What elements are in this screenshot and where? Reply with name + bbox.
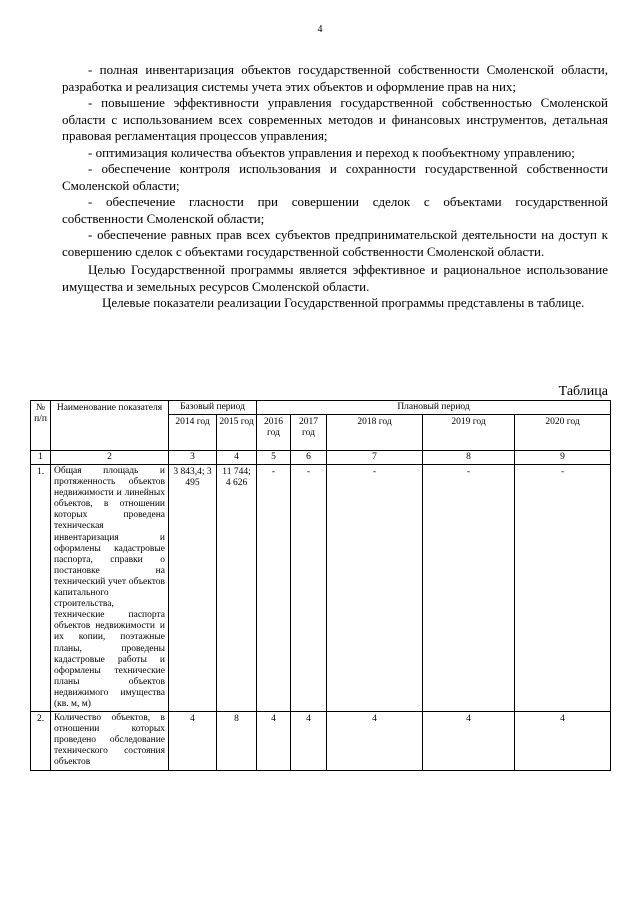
row-value: - [257, 465, 291, 712]
header-year: 2018 год [327, 415, 423, 451]
paragraph: Целевые показатели реализации Государственной программы представлены в таблице. [102, 295, 585, 310]
header-year: 2019 год [423, 415, 515, 451]
column-number: 2 [51, 451, 169, 465]
indicators-table [30, 400, 611, 771]
row-value: 11 744; 4 626 [217, 465, 257, 712]
row-name: Количество объектов, в отношении которых проведено обследование технического состояния объектов [51, 712, 169, 770]
row-value: 8 [217, 712, 257, 770]
paragraph: - обеспечение равных прав всех субъектов предпринимательской деятельности на доступ к совершению сделок с объектами государственной собственности Смоленской области. [62, 227, 608, 259]
paragraph: - обеспечение гласности при совершении сделок с объектами государственной собственности Смоленской области; [62, 194, 608, 226]
paragraph: - обеспечение контроля использования и сохранности государственной собственности Смоленской области; [62, 161, 608, 193]
paragraph: Целью Государственной программы является эффективное и рациональное использование имущества и земельных ресурсов Смоленской области. [62, 262, 608, 294]
paragraph: - оптимизация количества объектов управления и переход к пообъектному управлению; [88, 144, 575, 160]
column-numbers-row [31, 451, 611, 465]
table-row [31, 712, 611, 770]
paragraph: - повышение эффективности управления государственной собственностью Смоленской области с использованием всех современных методов и финансовых инструментов, детальная правовая регламентация процессов управления; [62, 95, 608, 143]
row-value: 3 843,4; 3 495 [169, 465, 217, 712]
column-number: 9 [515, 451, 611, 465]
header-base-period: Базовый период [169, 401, 257, 415]
header-name: Наименование показателя [51, 401, 169, 451]
row-value: 4 [327, 712, 423, 770]
header-year: 2015 год [217, 415, 257, 451]
header-row [31, 401, 611, 415]
row-value: - [327, 465, 423, 712]
page-number: 4 [317, 24, 323, 35]
column-number: 4 [217, 451, 257, 465]
header-year: 2016 год [257, 415, 291, 451]
row-num: 2. [31, 712, 51, 770]
column-number: 7 [327, 451, 423, 465]
body-text [62, 62, 608, 312]
row-name: Общая площадь и протяженность объектов недвижимости и линейных объектов, в отношении которых проведена техническая инвентаризация и оформлены кадастровые паспорта, справки о постановке на технический учет объектов капитального строительства, технические паспорта объектов недвижимости и их копии, поэтажные планы, проведены кадастровые работы и оформлены технические планы объектов недвижимого имущества (кв. м, м) [51, 465, 169, 712]
paragraph: - полная инвентаризация объектов государственной собственности Смоленской области, разработка и реализация системы учета этих объектов и оформление прав на них; [62, 62, 608, 94]
column-number: 1 [31, 451, 51, 465]
column-number: 3 [169, 451, 217, 465]
table-caption: Таблица [558, 384, 608, 399]
row-value: 4 [515, 712, 611, 770]
row-value: 4 [291, 712, 327, 770]
row-num: 1. [31, 465, 51, 712]
row-value: - [291, 465, 327, 712]
row-value: 4 [423, 712, 515, 770]
column-number: 5 [257, 451, 291, 465]
header-year: 2014 год [169, 415, 217, 451]
row-value: - [515, 465, 611, 712]
column-number: 8 [423, 451, 515, 465]
row-value: 4 [257, 712, 291, 770]
column-number: 6 [291, 451, 327, 465]
header-plan-period: Плановый период [257, 401, 611, 415]
table-row [31, 465, 611, 712]
header-num: № п/п [31, 401, 51, 451]
header-year: 2020 год [515, 415, 611, 451]
row-value: 4 [169, 712, 217, 770]
header-year: 2017 год [291, 415, 327, 451]
row-value: - [423, 465, 515, 712]
